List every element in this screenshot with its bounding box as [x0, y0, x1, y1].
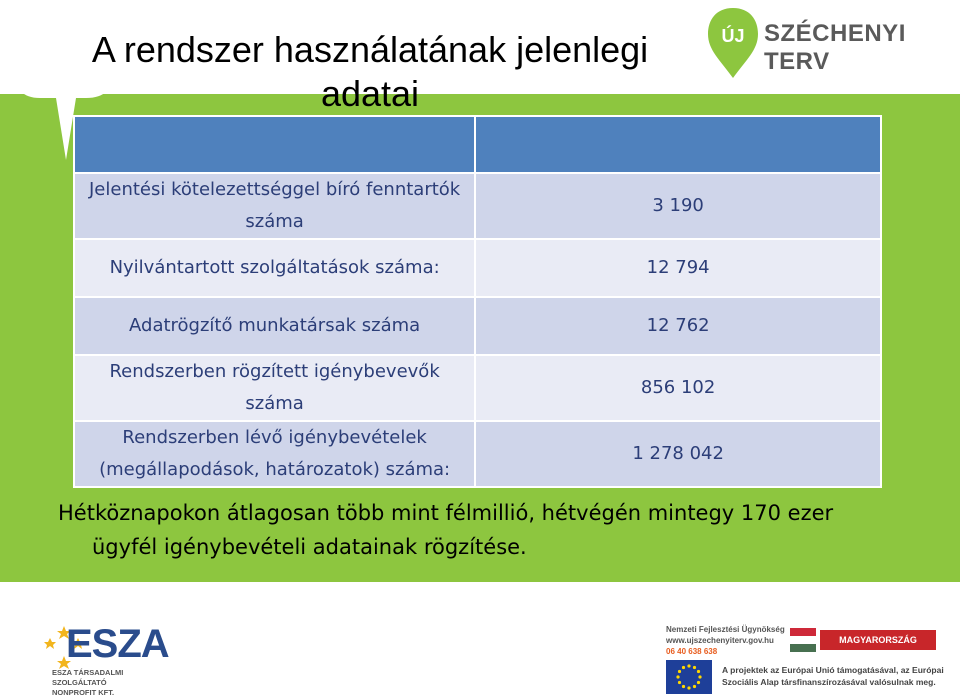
row-label: Adatrögzítő munkatársak száma [74, 297, 475, 355]
table-row [74, 355, 881, 421]
szechenyi-terv-logo [706, 6, 946, 80]
summary-text [58, 496, 918, 564]
row-value: 12 762 [475, 297, 881, 355]
summary-line-1: Hétköznapokon átlagosan több mint félmillió, hétvégén mintegy 170 ezer [58, 501, 834, 525]
row-label: Nyilvántartott szolgáltatások száma: [74, 239, 475, 297]
esza-subtitle-line-2: NONPROFIT KFT. [52, 688, 115, 697]
statistics-table [73, 115, 882, 488]
table-row [74, 173, 881, 239]
row-value: 3 190 [475, 173, 881, 239]
table-row [74, 239, 881, 297]
eu-funding-note: A projektek az Európai Unió támogatásával, az Európai Szociális Alap társfinanszírozásával valósulnak meg. [722, 665, 944, 687]
table-header-cell [74, 116, 475, 173]
table-header-row [74, 116, 881, 173]
leaf-logo-icon [706, 6, 760, 80]
eu-flag-icon [666, 660, 712, 694]
esza-subtitle-line-1: ESZA TÁRSADALMI SZOLGÁLTATÓ [52, 668, 124, 687]
row-value: 1 278 042 [475, 421, 881, 487]
title-line-2: adatai [320, 73, 420, 114]
esza-wordmark: ESZA [66, 622, 169, 666]
brand-text: SZÉCHENYI TERV [764, 20, 906, 75]
banner-text: MAGYARORSZÁG MEGÚJUL [820, 630, 936, 650]
table-header-cell [475, 116, 881, 173]
agency-web: www.ujszechenyiterv.gov.hu [666, 636, 774, 645]
row-label: Jelentési kötelezettséggel bíró fenntartók száma [74, 173, 475, 239]
row-value: 12 794 [475, 239, 881, 297]
row-label: Rendszerben rögzített igénybevevők száma [74, 355, 475, 421]
agency-name: Nemzeti Fejlesztési Ügynökség [666, 625, 785, 634]
slide-title [30, 28, 710, 116]
esza-logo [44, 620, 169, 697]
summary-line-2: ügyfél igénybevételi adatainak rögzítése. [92, 535, 527, 559]
agency-phone: 06 40 638 638 [666, 647, 718, 656]
table-row [74, 421, 881, 487]
row-value: 856 102 [475, 355, 881, 421]
magyarorszag-megujul-badge [790, 626, 938, 665]
title-line-1: A rendszer használatának jelenlegi [91, 29, 649, 70]
row-label: Rendszerben lévő igénybevételek (megállapodások, határozatok) száma: [74, 421, 475, 487]
esza-subtitle [52, 668, 162, 698]
hungarian-flag-icon [790, 628, 816, 652]
leaf-logo-text: ÚJ [721, 26, 745, 46]
table-row [74, 297, 881, 355]
